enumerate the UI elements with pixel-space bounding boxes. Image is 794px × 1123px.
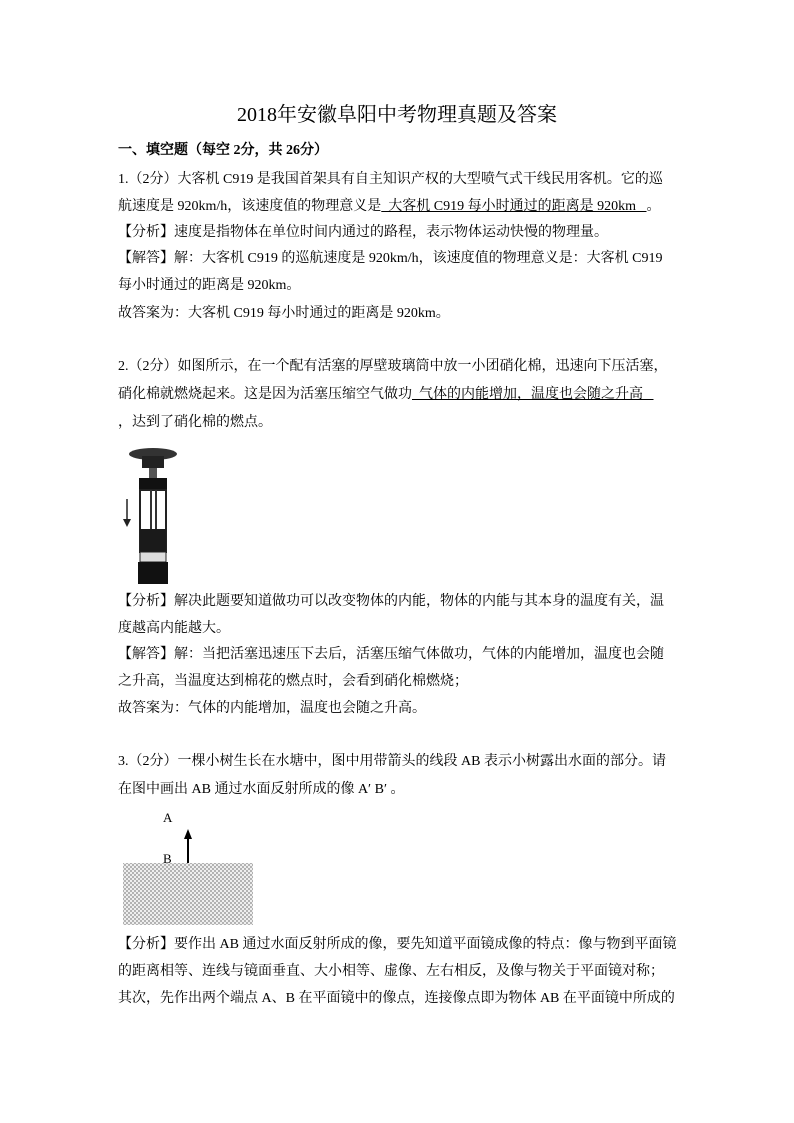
section-heading: 一、填空题（每空 2分，共 26分） [118, 143, 328, 158]
q2-line2-pre: 硝化棉就燃烧起来。这是因为活塞压缩空气做功 [118, 387, 412, 402]
q3-line2: 在图中画出 AB 通过水面反射所成的像 A′ B′ 。 [118, 782, 405, 797]
water-surface [123, 863, 253, 925]
q3-line1: 3.（2分）一棵小树生长在水塘中，图中用带箭头的线段 AB 表示小树露出水面的部分。请 [118, 754, 666, 769]
q2-answer-blank: 气体的内能增加，温度也会随之升高 [412, 387, 654, 402]
document-title: 2018年安徽阜阳中考物理真题及答案 [237, 104, 557, 126]
q2-solution-2: 之升高，当温度达到棉花的燃点时，会看到硝化棉燃烧； [118, 674, 468, 689]
q1-answer-blank: 大客机 C919 每小时通过的距离是 920km [381, 199, 647, 214]
q2-final-answer: 故答案为：气体的内能增加，温度也会随之升高。 [118, 701, 426, 716]
label-a: A [163, 810, 173, 825]
label-b: B [163, 851, 172, 866]
q1-line2-post: 。 [646, 199, 661, 214]
q2-analysis-2: 度越高内能越大。 [118, 621, 230, 636]
q1-analysis: 【分析】速度是指物体在单位时间内通过的路程，表示物体运动快慢的物理量。 [118, 225, 608, 240]
q2-line3: ，达到了硝化棉的燃点。 [118, 415, 272, 430]
q1-solution-2: 每小时通过的距离是 920km。 [118, 278, 301, 293]
q1-final-answer: 故答案为：大客机 C919 每小时通过的距离是 920km。 [118, 306, 450, 321]
q1-solution-1: 【解答】解：大客机 C919 的巡航速度是 920km/h，该速度值的物理意义是：大客机 C919 [118, 251, 663, 266]
piston-cylinder-figure [118, 444, 178, 586]
q3-analysis-2: 的距离相等、连线与镜面垂直、大小相等、虚像、左右相反，及像与物关于平面镜对称； [118, 964, 664, 979]
q1-line1: 1.（2分）大客机 C919 是我国首架具有自主知识产权的大型喷气式干线民用客机。它的巡 [118, 172, 663, 187]
q3-analysis-1: 【分析】要作出 AB 通过水面反射所成的像，要先知道平面镜成像的特点：像与物到平面镜 [118, 937, 677, 952]
q2-line2 [118, 386, 654, 404]
water-pond-figure [120, 808, 260, 928]
q2-solution-1: 【解答】解：当把活塞迅速压下去后，活塞压缩气体做功，气体的内能增加，温度也会随 [118, 647, 664, 662]
q1-line2-pre: 航速度是 920km/h，该速度值的物理意义是 [118, 199, 382, 214]
q2-line1: 2.（2分）如图所示，在一个配有活塞的厚壁玻璃筒中放一小团硝化棉，迅速向下压活塞， [118, 359, 668, 374]
q3-analysis-3: 其次，先作出两个端点 A、B 在平面镜中的像点，连接像点即为物体 AB 在平面镜中所成的 [118, 991, 675, 1006]
q2-analysis-1: 【分析】解决此题要知道做功可以改变物体的内能，物体的内能与其本身的温度有关，温 [118, 594, 664, 609]
q1-line2 [118, 198, 661, 216]
